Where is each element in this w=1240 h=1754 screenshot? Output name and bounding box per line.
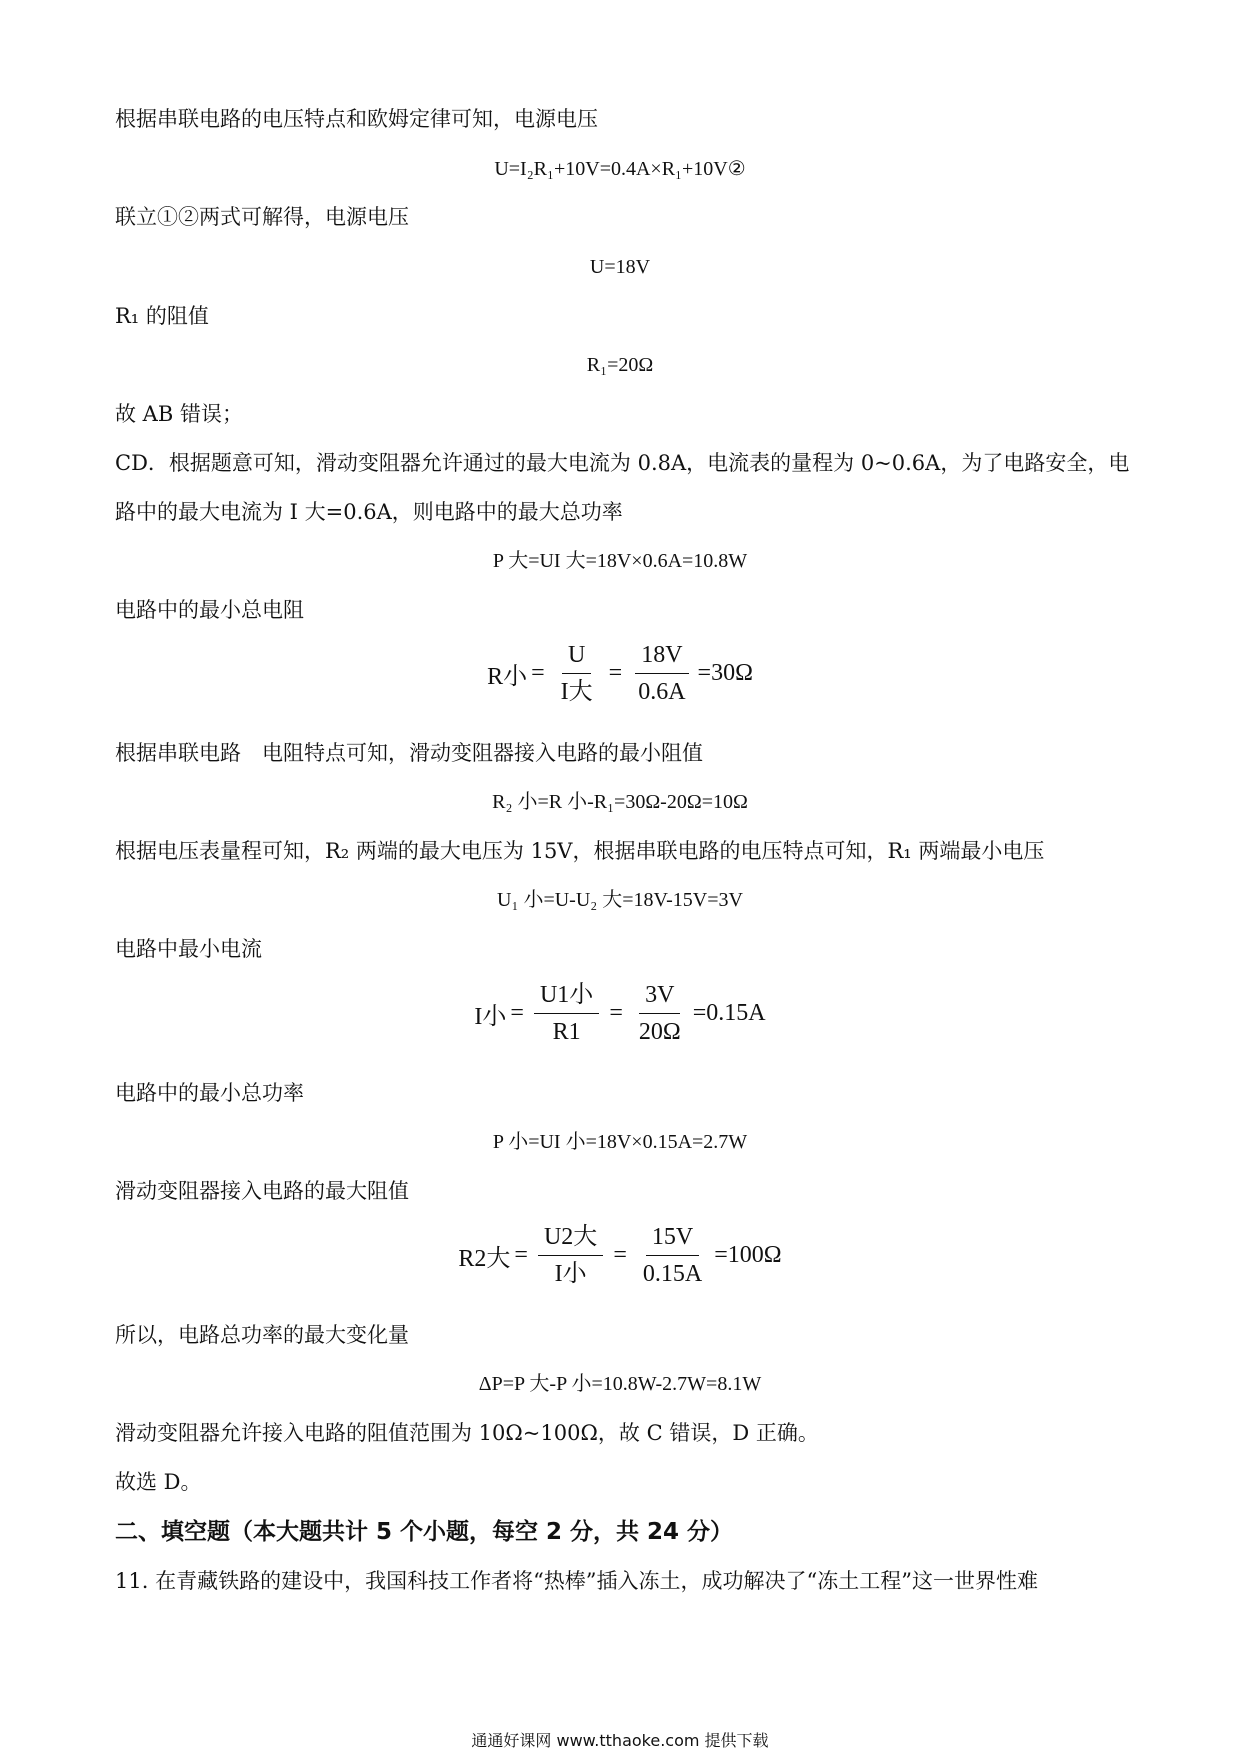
equation: P 小=UI 小=18V×0.15A=2.7W: [492, 1131, 748, 1153]
text-line: 电路中最小电流: [115, 937, 262, 961]
equation: U=I₂R₁+10V=0.4A×R₁+10V②: [494, 158, 746, 180]
equation: U₁ 小=U-U₂ 大=18V-15V=3V: [497, 889, 743, 911]
fraction-lhs: R小: [487, 664, 528, 690]
text-line: 根据串联电路的电压特点和欧姆定律可知，电源电压: [115, 107, 598, 131]
fraction-lhs: I小: [474, 1004, 507, 1030]
text-line: 根据电压表量程可知，R₂ 两端的最大电压为 15V，根据串联电路的电压特点可知，R₁ 两端最小电压: [115, 839, 1045, 863]
text-line: 滑动变阻器允许接入电路的阻值范围为 10Ω~100Ω，故 C 错误，D 正确。: [115, 1421, 819, 1445]
text-line: 路中的最大电流为 I 大=0.6A，则电路中的最大总功率: [115, 500, 623, 524]
text-line: 滑动变阻器接入电路的最大阻值: [115, 1179, 409, 1203]
equation: R₂ 小=R 小-R₁=30Ω-20Ω=10Ω: [492, 791, 748, 813]
fraction-denominator: I大: [560, 679, 593, 705]
fraction-denominator: R1: [552, 1019, 581, 1045]
text-line: 根据串联电路 电阻特点可知，滑动变阻器接入电路的最小阻值: [115, 741, 703, 765]
equation: U=18V: [589, 256, 651, 278]
fraction-result: =30Ω: [697, 660, 753, 686]
text-line: 所以，电路总功率的最大变化量: [115, 1323, 409, 1347]
equation: R₁=20Ω: [586, 354, 654, 376]
text-line: CD．根据题意可知，滑动变阻器允许通过的最大电流为 0.8A，电流表的量程为 0~0.6A，为了电路安全，电: [115, 451, 1130, 475]
text-line: 11. 在青藏铁路的建设中，我国科技工作者将“热棒”插入冻土，成功解决了“冻土工程”这一世界性难: [115, 1569, 1039, 1593]
fraction-numerator: U2大: [538, 1222, 603, 1256]
fraction-equation: R2大 = $\frac{\text{U2大}}{\text{I小}}$ = $\frac{15V}{0.15A}$ =100Ω: [458, 1224, 782, 1287]
fraction-result: =100Ω: [714, 1242, 782, 1268]
fraction-numerator: 15V: [646, 1222, 699, 1256]
fraction-denominator: 20Ω: [638, 1019, 681, 1045]
equation: ΔP=P 大-P 小=10.8W-2.7W=8.1W: [478, 1373, 762, 1395]
fraction-denominator: 0.6A: [638, 679, 686, 705]
fraction-numerator: 3V: [639, 980, 680, 1014]
text-line: R₁ 的阻值: [115, 304, 209, 328]
fraction-equation: R小 = $\frac{U}{\text{I大}}$ = $\frac{18V}{0.6A}$ =30Ω: [487, 642, 753, 705]
text-line: 电路中的最小总电阻: [115, 598, 304, 622]
text-line: 故选 D。: [115, 1470, 202, 1494]
text-line: 故 AB 错误；: [115, 402, 243, 426]
fraction-denominator: I小: [554, 1261, 587, 1287]
fraction-numerator: U: [562, 640, 591, 674]
fraction-numerator: U1小: [534, 980, 599, 1014]
page-footer: 通通好课网 www.tthaoke.com 提供下载: [471, 1731, 769, 1750]
text-line: 电路中的最小总功率: [115, 1081, 304, 1105]
fraction-equation: I小 = $\frac{\text{U1小}}{R1}$ = $\frac{3V}{20\Omega}$ =0.15A: [474, 982, 766, 1045]
equation: P 大=UI 大=18V×0.6A=10.8W: [492, 550, 748, 572]
fraction-lhs: R2大: [458, 1246, 511, 1272]
fraction-denominator: 0.15A: [642, 1261, 703, 1287]
fraction-numerator: 18V: [635, 640, 688, 674]
fraction-result: =0.15A: [692, 1000, 766, 1026]
section-heading: 二、填空题（本大题共计 5 个小题，每空 2 分，共 24 分）: [115, 1519, 734, 1545]
text-line: 联立①②两式可解得，电源电压: [115, 205, 409, 229]
